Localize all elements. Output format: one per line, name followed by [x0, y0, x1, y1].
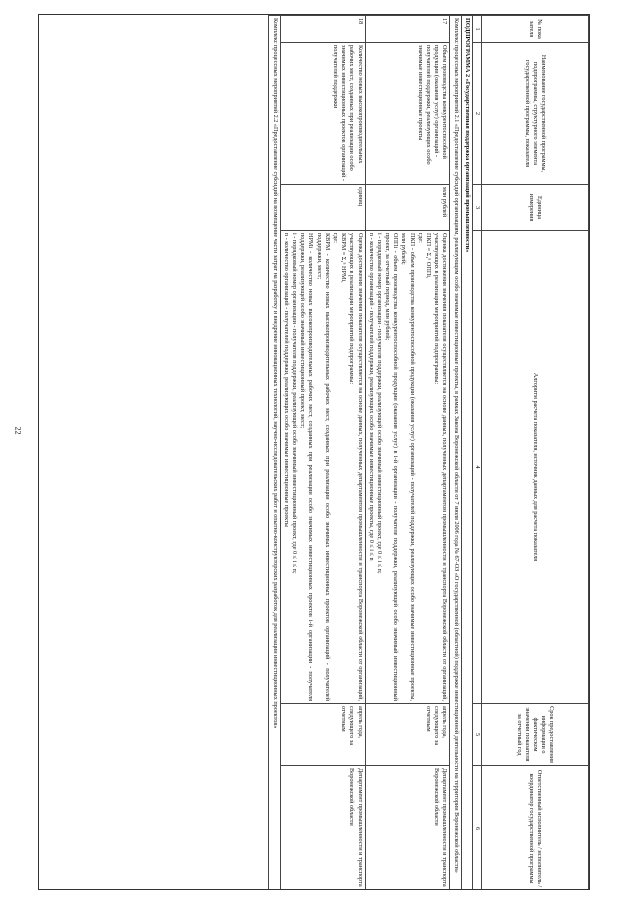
algorithm-formula: КВРМ = Σ₁ⁿ НРМi,	[340, 233, 348, 283]
indicator-deadline: апрель года, следующего за отчетным	[280, 704, 365, 766]
indicator-table	[269, 15, 590, 890]
algorithm-definition: ОППi - объем производства конкурентоспособной продукции (оказания услуг) в i-й организации - получателе поддержки, реализующей особо значимый инвестиционный проект, за отчетный период, млн рублей;	[384, 233, 400, 701]
complex-row	[269, 16, 280, 891]
algorithm-intro: Оценка достижения значения показателя осуществляется на основе данных, полученных департаментом промышленности и транспорта Воронежской области от организаций, участвующих в реализации мероприятий подпрограммы:	[433, 233, 449, 701]
algorithm-definition: НРМi - количество новых высокопроизводительных рабочих мест, созданных при реализации особо значимых инвестиционных проектов i-й организации - получателя поддержки, реализующей особо значимый инвестиционный проект, мест;	[299, 233, 315, 701]
indicator-number: 18	[280, 16, 365, 43]
column-number: 1	[472, 16, 481, 43]
algorithm-definition: n - количество организаций - получателей поддержки, реализующих особо значимые инвестиционные проекты	[282, 233, 290, 527]
algorithm-definition: i - порядковый номер организации - получателя поддержки, реализующей особо значимый инвестиционный проект, где 0 ≤ i ≤ n;	[291, 233, 299, 574]
complex-title: Комплекс процессных мероприятий 2.2 «Предоставление субсидий на возмещение части затрат на разработку и внедрение инновационных технологий, научно-исследовательских работ и опытно-конструкторских разработок для реализации инвестиционных проектов»	[269, 16, 280, 891]
indicator-algorithm	[280, 231, 365, 704]
indicator-responsible: Департамент промышленности и транспорта Воронежской области	[365, 766, 450, 891]
header-indicator-number: № пока зателя	[482, 16, 589, 43]
subprogram-row	[461, 16, 472, 891]
complex-row	[450, 16, 461, 891]
algorithm-formula: ПКП = Σ₁ⁿ ОППi,	[425, 233, 433, 279]
header-responsible: Ответственный исполнитель / исполнитель / координатор государственной программы	[482, 766, 589, 891]
complex-title: Комплекс процессных мероприятий 2.1 «Предоставление субсидий организациям, реализующим особо значимые инвестиционные проекты, в рамках Закона Воронежской области от 7 июля 2006 года № 67-ОЗ «О государственной (областной) поддержке инвестиционной деятельности на территории Воронежской области»	[450, 16, 461, 891]
header-deadline: Срок предоставления информации о фактическом значении показателя за отчетный год	[482, 704, 589, 766]
algorithm-definition: ПКП - объем производства конкурентоспособной продукции (оказания услуг) организаций - получателей поддержки, реализующих особо значимые инвестиционные проекты, млн рублей;	[400, 233, 416, 701]
header-row	[482, 16, 589, 891]
column-number: 3	[472, 185, 481, 231]
algorithm-definition: i - порядковый номер организации - получателя поддержки, реализующей особо значимый инвестиционный проект, где 0 ≤ i ≤ n;	[375, 233, 383, 574]
page-number: 22	[13, 426, 23, 435]
table-row	[365, 16, 450, 891]
header-indicator-name: Наименование государственной программы, подпрограммы, структурного элемента государственной программы, показателя	[482, 43, 589, 185]
column-number-row	[472, 16, 481, 891]
indicator-name: Объем производства конкурентоспособной продукции (оказания услуг) организаций - получателей поддержки, реализующих особо значимые инвестиционные проекты	[365, 43, 450, 185]
indicator-number: 17	[365, 16, 450, 43]
indicator-table-frame	[38, 14, 590, 890]
indicator-unit: единиц	[280, 185, 365, 231]
indicator-deadline: апрель года, следующего за отчетным	[365, 704, 450, 766]
indicator-name: Количество новых высокопроизводительных рабочих мест, созданных при реализации особо значимых инвестиционных проектов организаций - получателей поддержки	[280, 43, 365, 185]
column-number: 4	[472, 231, 481, 704]
indicator-algorithm	[365, 231, 450, 704]
column-number: 2	[472, 43, 481, 185]
subprogram-title: ПОДПРОГРАММА 2 «Государственная поддержка организаций промышленности»	[461, 16, 472, 891]
algorithm-definition: n - количество организаций - получателей поддержки, реализующих особо значимые инвестиционные проекты, где 0 ≤ i ≤ n	[367, 233, 375, 561]
table-row	[280, 16, 365, 891]
indicator-responsible: Департамент промышленности и транспорта Воронежской области	[280, 766, 365, 891]
algorithm-intro: Оценка достижения значения показателя осуществляется на основе данных, полученных департаментом промышленности и транспорта Воронежской области от организаций, участвующих в реализации мероприятий подпрограммы:	[348, 233, 364, 701]
header-algorithm: Алгоритм расчета показателя, источник данных для расчета показателя	[482, 231, 589, 704]
algorithm-definition: КВРМ - количество новых высокопроизводительных рабочих мест, созданных при реализации особо значимых инвестиционных проектов организаций - получателей поддержки, мест;	[315, 233, 331, 701]
column-number: 5	[472, 704, 481, 766]
header-unit: Единица измерения	[482, 185, 589, 231]
indicator-unit: млн рублей	[365, 185, 450, 231]
algorithm-where: где:	[332, 233, 339, 243]
algorithm-where: где:	[416, 233, 424, 243]
column-number: 6	[472, 766, 481, 891]
